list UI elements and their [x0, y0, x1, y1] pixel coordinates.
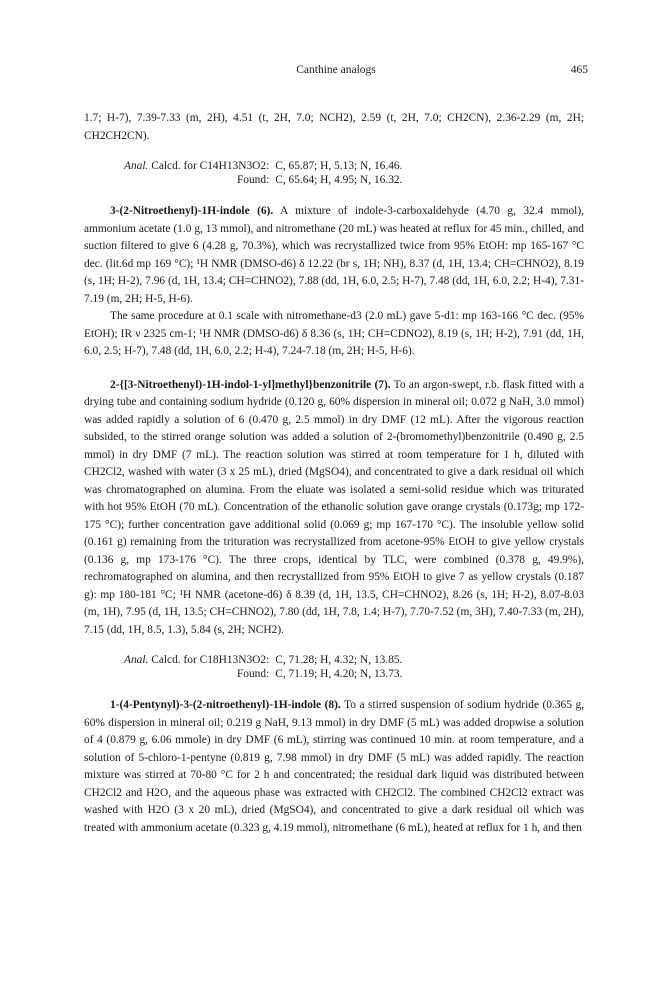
- found-values: C, 65.64; H, 4.95; N, 16.32.: [275, 174, 403, 186]
- analysis-values: [275, 653, 402, 681]
- paragraph-compound-6: [84, 203, 584, 308]
- article-body: [84, 110, 584, 837]
- page-number: 465: [570, 64, 588, 76]
- compound-title: 2-{[3-Nitroethenyl)-1H-indol-1-yl]methyl}benzonitrile (7).: [110, 378, 391, 391]
- calcd-values: C, 71.28; H, 4.32; N, 13.85.: [275, 654, 403, 666]
- calcd-label: Calcd. for C14H13N3O2:: [148, 160, 270, 172]
- paragraph-text: A mixture of indole-3-carboxaldehyde (4.70 g, 32.4 mmol), ammonium acetate (1.0 g, 13 mmol), and nitromethane (20 mL) was heated at reflux for 45 min., chilled, and suction filtered to give 6 (4.28 g, 70.3%), which was recrystallized twice from 95% EtOH: mp 165-167 °C dec. (lit.6d mp 169 °C); ¹H NMR (DMSO-d6) δ 12.22 (br s, 1H; NH), 8.37 (d, 1H, 13.4; CH=CHNO2), 8.19 (s, 1H; H-2), 7.96 (d, 1H, 13.4; CH=CHNO2), 7.88 (dd, 1H, 6.0, 2.5; H-7), 7.48 (dd, 1H, 6.0, 2.2; H-4), 7.31-7.19 (m, 2H; H-5, H-6).: [84, 205, 584, 305]
- calcd-label-row: [124, 653, 269, 667]
- anal-label: Anal.: [124, 160, 149, 172]
- compound-title: 3-(2-Nitroethenyl)-1H-indole (6).: [110, 205, 274, 217]
- elemental-analysis-1: [124, 159, 584, 187]
- calcd-values: C, 65.87; H, 5.13; N, 16.46.: [275, 160, 403, 172]
- calcd-label: Calcd. for C18H13N3O2:: [148, 654, 270, 666]
- analysis-values: [275, 159, 402, 187]
- found-values: C, 71.19; H, 4.20; N, 13.73.: [275, 668, 403, 680]
- paragraph-deuterated: The same procedure at 0.1 scale with nitromethane-d3 (2.0 mL) gave 5-d1: mp 163-166 °C dec. (95% EtOH); IR ν 2325 cm-1; ¹H NMR (DMSO-d6) δ 8.36 (s, 1H; CH=CDNO2), 8.19 (s, 1H; H-2), 7.91 (dd, 1H, 6.0, 2.5; H-7), 7.48 (dd, 1H, 6.0, 2.2; H-4), 7.24-7.18 (m, 2H; H-5, H-6).: [84, 310, 584, 357]
- paragraph-compound-7: [84, 377, 584, 640]
- found-label: Found:: [236, 668, 270, 680]
- paragraph-text: To a stirred suspension of sodium hydride (0.365 g, 60% dispersion in mineral oil; 0.219 g NaH, 9.13 mmol) in dry DMF (5 mL) was added dropwise a solution of 4 (0.879 g, 6.06 mmole) in dry DMF (6 mL), stirring was continued 10 min. at room temperature, and a solution of 5-chloro-1-pentyne (0.819 g, 7.98 mmol) in dry DMF (5 mL) was added rapidly. The reaction mixture was stirred at 70-80 °C for 2 h and concentrated; the residual dark liquid was distributed between CH2Cl2 and H2O, and the aqueous phase was extracted with CH2Cl2. The combined CH2Cl2 extract was washed with H2O (3 x 20 mL), dried (MgSO4), and concentrated to give a dark residual oil which was treated with ammonium acetate (0.323 g, 4.19 mmol), nitromethane (6 mL), heated at reflux for 1 h, and then: [84, 699, 584, 834]
- compound-title: 1-(4-Pentynyl)-3-(2-nitroethenyl)-1H-indole (8).: [110, 699, 341, 711]
- page-header: [0, 62, 672, 80]
- running-title: Canthine analogs: [296, 64, 376, 76]
- analysis-labels: [124, 159, 275, 187]
- elemental-analysis-2: [124, 653, 584, 681]
- anal-label: Anal.: [124, 654, 149, 666]
- paragraph-compound-8: [84, 697, 584, 837]
- calcd-label-row: [124, 159, 269, 173]
- analysis-labels: [124, 653, 275, 681]
- paragraph-continuation: 1.7; H-7), 7.39-7.33 (m, 2H), 4.51 (t, 2H, 7.0; NCH2), 2.59 (t, 2H, 7.0; CH2CN), 2.36-2.29 (m, 2H; CH2CH2CN).: [84, 112, 584, 142]
- paragraph-text: To an argon-swept, r.b. flask fitted with a drying tube and containing sodium hydride (0.120 g, 60% dispersion in mineral oil; 0.072 g NaH, 3.0 mmol) was added rapidly a solution of 6 (0.470 g, 2.5 mmol) in dry DMF (12 mL). After the vigorous reaction subsided, to the stirred orange solution was added a solution of 2-(bromomethyl)benzonitrile (0.490 g, 2.5 mmol) in dry DMF (7 mL). The reaction solution was stirred at room temperature for 1 h, diluted with CH2Cl2, washed with water (3 x 25 mL), dried (MgSO4), and concentrated to give a dark residual oil which was chromatographed on alumina. From the eluate was isolated a semi-solid residue which was triturated with hot 95% EtOH (70 mL). Concentration of the ethanolic solution gave orange crystals (0.173g; mp 172-175 °C); further concentration gave additional solid (0.069 g; mp 167-170 °C). The insoluble yellow solid (0.161 g) remaining from the trituration was recrystallized from acetone-95% EtOH to give yellow crystals (0.136 g, mp 173-176 °C). The three crops, identical by TLC, were combined (0.378 g, 49.9%), rechromatographed on alumina, and then recrystallized from 95% EtOH to give 7 as yellow crystals (0.187 g): mp 180-181 °C; ¹H NMR (acetone-d6) δ 8.39 (d, 1H, 13.5, CH=CHNO2), 8.26 (s, 1H; H-2), 8.07-8.03 (m, 1H), 7.95 (d, 1H, 13.5; CH=CHNO2), 7.80 (dd, 1H, 7.8, 1.4; H-7), 7.70-7.52 (m, 3H), 7.40-7.33 (m, 2H), 7.15 (dd, 1H, 8.5, 1.3), 5.84 (s, 2H; NCH2).: [84, 378, 585, 636]
- found-label: Found:: [236, 174, 270, 186]
